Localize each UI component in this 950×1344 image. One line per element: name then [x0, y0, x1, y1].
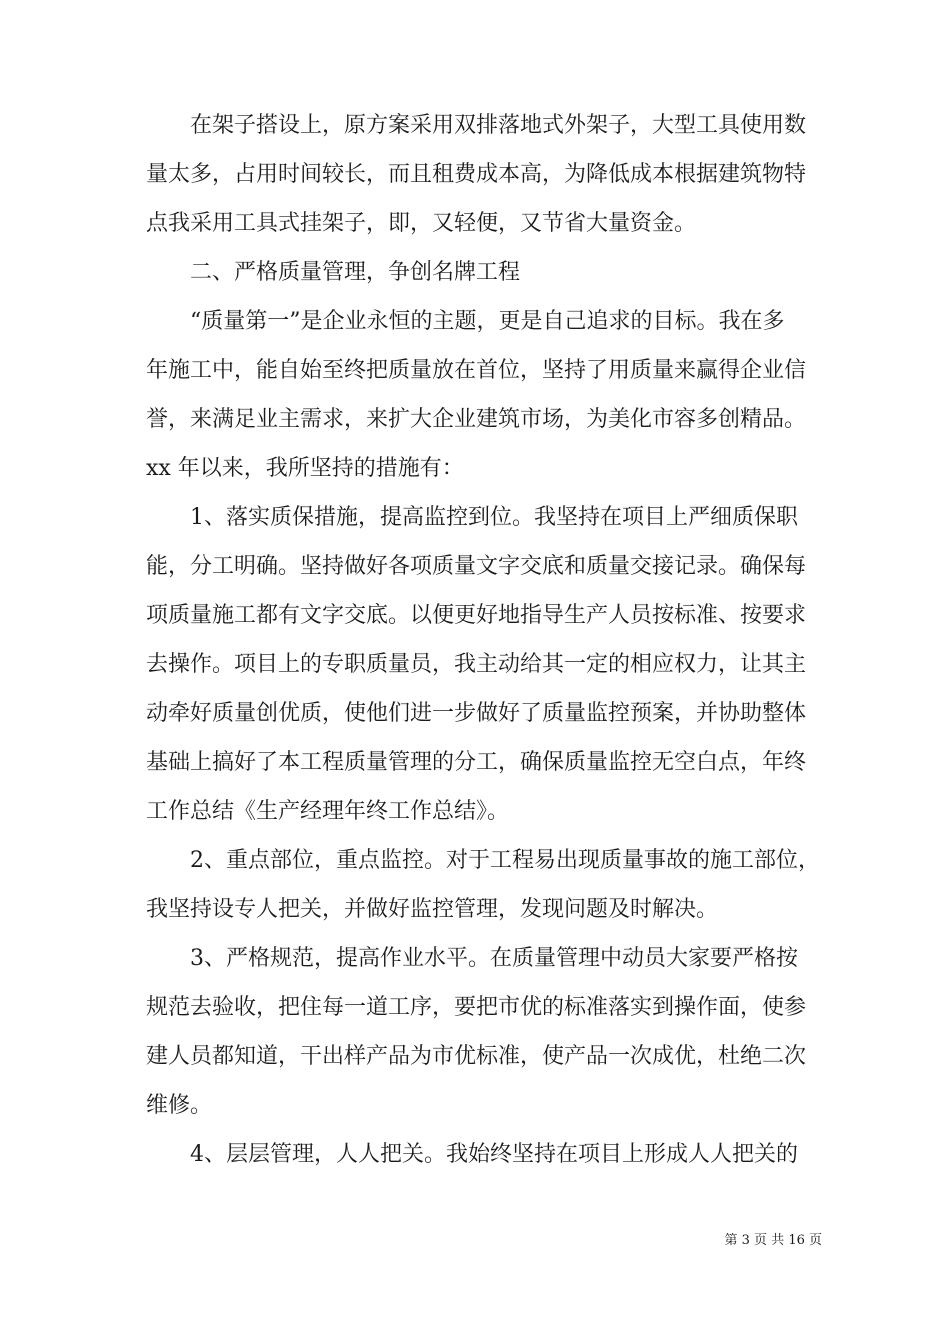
paragraph-line: 4、层层管理，人人把关。我始终坚持在项目上形成人人把关的 — [190, 1142, 798, 1167]
section-heading: 二、严格质量管理，争创名牌工程 — [190, 260, 521, 285]
paragraph-line: “质量第一”是企业永恒的主题，更是自己追求的目标。我在多 — [190, 309, 785, 334]
paragraph-line: 动牵好质量创优质，使他们进一步做好了质量监控预案，并协助整体 — [146, 701, 807, 726]
paragraph-line: 量太多，占用时间较长，而且租费成本高，为降低成本根据建筑物特 — [146, 162, 807, 187]
document-body — [146, 101, 822, 1179]
paragraph-line: 能，分工明确。坚持做好各项质量文字交底和质量交接记录。确保每 — [146, 554, 807, 579]
paragraph-line: 点我采用工具式挂架子，即，又轻便，又节省大量资金。 — [146, 211, 697, 236]
paragraph-line: 维修。 — [146, 1093, 213, 1118]
paragraph-line: 我坚持设专人把关，并做好监控管理，发现问题及时解决。 — [146, 897, 719, 922]
paragraph-line: 1、落实质保措施，提高监控到位。我坚持在项目上严细质保职 — [190, 505, 798, 530]
paragraph-line: 去操作。项目上的专职质量员，我主动给其一定的相应权力，让其主 — [146, 652, 807, 677]
paragraph-line: 建人员都知道，干出样产品为市优标准，使产品一次成优，杜绝二次 — [146, 1044, 807, 1069]
page-number: 第 3 页 共 16 页 — [724, 1233, 822, 1248]
paragraph-line: 在架子搭设上，原方案采用双排落地式外架子，大型工具使用数 — [190, 113, 807, 138]
paragraph-line: 项质量施工都有文字交底。以便更好地指导生产人员按标准、按要求 — [146, 603, 807, 628]
paragraph-line: 年施工中，能自始至终把质量放在首位，坚持了用质量来赢得企业信 — [146, 358, 807, 383]
paragraph-line: xx 年以来，我所坚持的措施有： — [146, 456, 464, 481]
paragraph-line: 3、严格规范，提高作业水平。在质量管理中动员大家要严格按 — [190, 946, 798, 971]
paragraph-line: 誉，来满足业主需求，来扩大企业建筑市场，为美化市容多创精品。 — [146, 407, 807, 432]
paragraph-line: 工作总结《生产经理年终工作总结》。 — [146, 799, 510, 824]
paragraph-line: 基础上搞好了本工程质量管理的分工，确保质量监控无空白点，年终 — [146, 750, 807, 775]
paragraph-line: 规范去验收，把住每一道工序，要把市优的标准落实到操作面，使参 — [146, 995, 807, 1020]
paragraph-line: 2、重点部位，重点监控。对于工程易出现质量事故的施工部位， — [190, 848, 820, 873]
